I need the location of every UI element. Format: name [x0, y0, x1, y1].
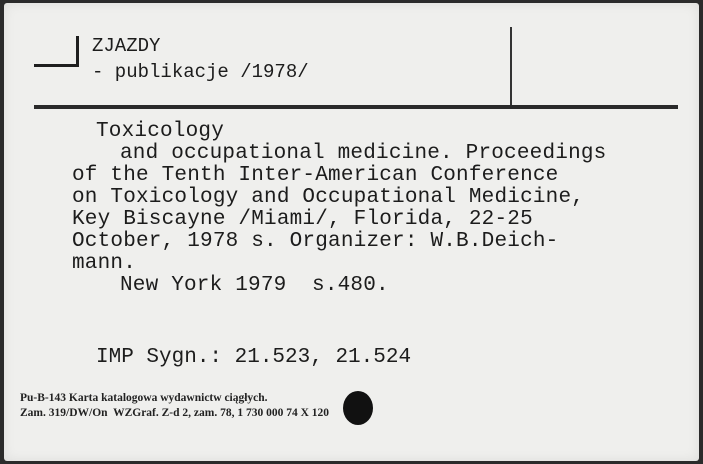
catalog-card: [4, 3, 699, 461]
heading-line-2: - publikacje /1978/: [92, 61, 309, 83]
entry-line: October, 1978 s. Organizer: W.B.Deich-: [72, 230, 559, 253]
footer-line-1: Pu-B-143 Karta katalogowa wydawnictw ciągłych.: [20, 392, 268, 404]
entry-line: on Toxicology and Occupational Medicine,: [72, 186, 585, 209]
footer-line-2: Zam. 319/DW/On WZGraf. Z-d 2, zam. 78, 1 730 000 74 X 120: [20, 407, 330, 419]
card-heading: [92, 33, 309, 85]
corner-mark: [34, 64, 76, 67]
punch-hole: [343, 391, 373, 425]
call-number: IMP Sygn.: 21.523, 21.524: [96, 346, 412, 369]
header-divider: [510, 27, 512, 105]
entry-line: of the Tenth Inter-American Conference: [72, 164, 559, 187]
entry-title: Toxicology: [96, 120, 225, 143]
entry-text: [72, 120, 607, 297]
entry-line: and occupational medicine. Proceedings: [120, 142, 607, 165]
entry-imprint: New York 1979 s.480.: [120, 274, 389, 297]
header-rule: [34, 105, 678, 109]
entry-line: Key Biscayne /Miami/, Florida, 22-25: [72, 208, 533, 231]
card-footer: [20, 391, 329, 421]
corner-mark-vertical: [76, 36, 79, 67]
entry-line: mann.: [72, 252, 137, 275]
heading-line-1: ZJAZDY: [92, 35, 161, 57]
